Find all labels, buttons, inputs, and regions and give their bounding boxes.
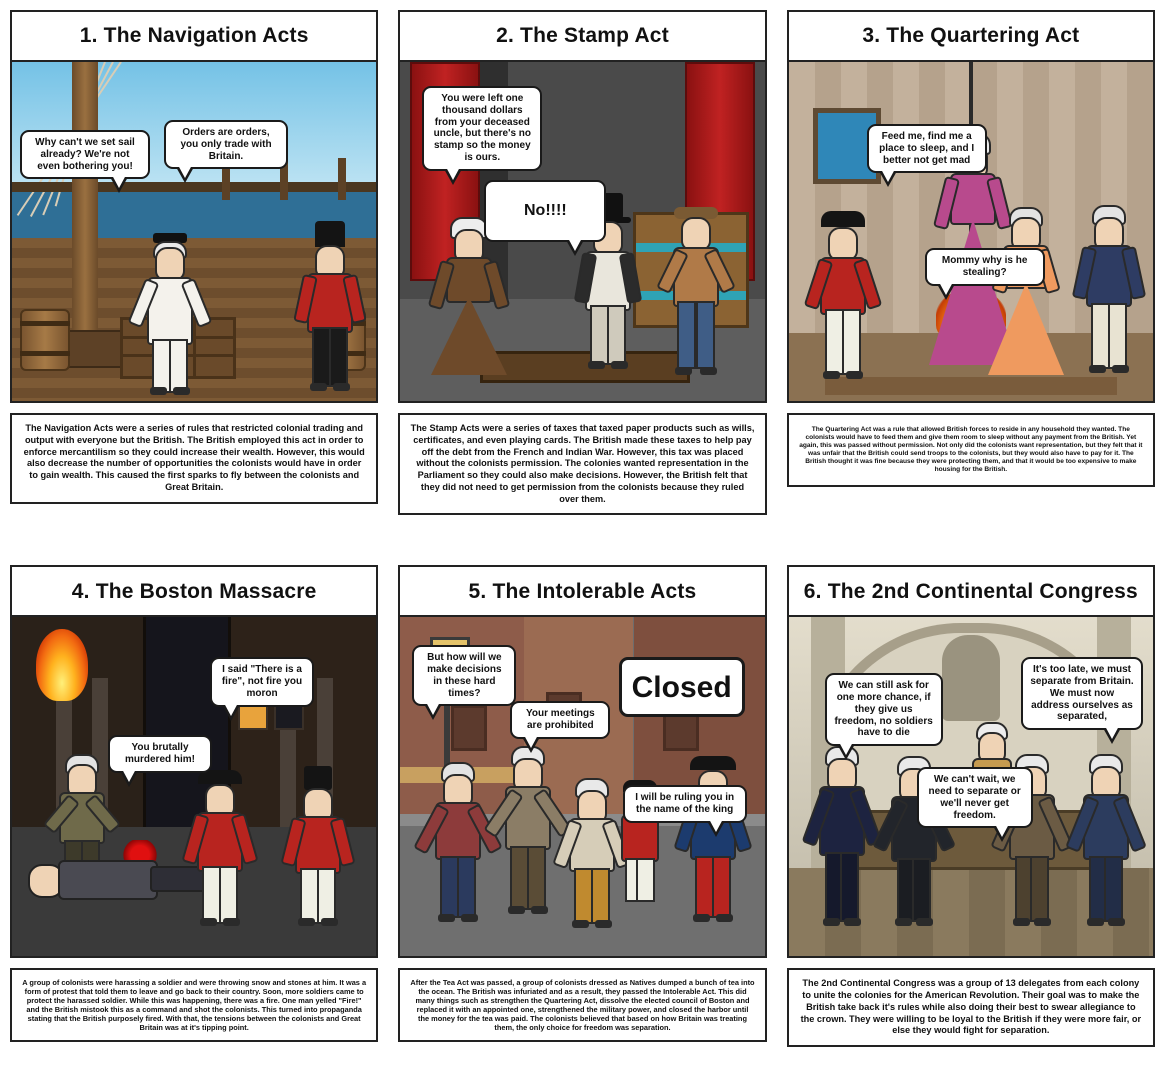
figure-british-soldier: [290, 215, 370, 401]
panel-4-description: A group of colonists were harassing a soldier and were throwing snow and stones at him. It was a form of protest that told them to leave and go back to their country. Soon, more soldiers came to protect the harassed soldier. While this was happening, there was a fire. One man yelled "Fire!" and the British mistook this as a command and shot the colonists. This turned into propaganda stating that the British purposely fired. With that, the tensions between the colonists and Great Britain was at it's tipping point.: [22, 978, 367, 1033]
panel-2-description: The Stamp Acts were a series of taxes that taxed paper products such as wills, certificates, and even playing cards. The British made these taxes to help pay off the debt from the French and Indian War. However, this tax was placed without the colonists permission. The colonies wanted representation in the Parliament so they could also make decisions. However, the British felt that they did not need to get permission from the colonists because they ruled over them.: [410, 423, 755, 504]
panel-4-title: 4. The Boston Massacre: [71, 579, 317, 603]
long-skirt: [988, 283, 1064, 375]
bubble-closed-sign: Closed: [619, 657, 745, 717]
fire-flame: [36, 629, 88, 701]
figure-child-girl: [983, 203, 1069, 391]
panel-5-description: After the Tea Act was passed, a group of colonists dressed as Natives dumped a bunch of tea into the ocean. The British was infuriated and as a result, they passed the Intolerable Act. This did many things such as strengthen the Quartering Act, dissolve the elected council of Boston and replaced it with an appointed one, strengthened the military power, and closed the harbor until the money for the tea was paid. The colonists believed that based on how Britain was treating them, the only choice for freedom was separation.: [410, 978, 755, 1033]
bubble-soldier-orders: Orders are orders, you only trade with Britain.: [164, 120, 288, 169]
bubble-colonist-sail: Why can't we set sail already? We're not even bothering you!: [20, 130, 150, 179]
panel-3-description-box: [787, 413, 1155, 487]
panel-4-scene: [10, 617, 378, 958]
panel-6: [777, 555, 1165, 1087]
panel-1-title-box: [10, 10, 378, 62]
panel-5-description-box: [398, 968, 766, 1042]
rail-post: [338, 158, 346, 200]
figure-delegate-right: [1067, 748, 1145, 948]
panel-6-title-box: [787, 565, 1155, 617]
panel-5-title-box: [398, 565, 766, 617]
figure-delegate-left: [803, 742, 881, 948]
panel-1: [0, 0, 388, 555]
panel-2-scene: [398, 62, 766, 403]
panel-3-description: The Quartering Act was a rule that allowed British forces to reside in any household they wanted. The colonists would have to feed them and give them room to sleep without any payment from the British. Yet again, this was passed without permission. Not only did the colonists want representation, but they felt that it was unfair that the British could send troops to the colonists, but they would also have to pay for it. The British thought it was fine because they were protecting them, and that it would be too expensive to make housing for the British.: [799, 426, 1143, 473]
bubble-meetings-prohibited: Your meetings are prohibited: [510, 701, 610, 739]
panel-2-title-box: [398, 10, 766, 62]
panel-1-description: The Navigation Acts were a series of rules that restricted colonial trading and output with everyone but the British. The British employed this act in order to enforce mercantilism so they could increase their wealth. However, this would also decrease the number of opportunities the colonists would have in order to gain wealth. This caused the first sparks to fly between the colonists and Great Britain.: [23, 423, 365, 492]
panel-1-scene: [10, 62, 378, 403]
ship-rail: [12, 182, 376, 192]
panel-4-title-box: [10, 565, 378, 617]
bubble-colonist-no: No!!!!: [484, 180, 606, 242]
figure-colonist-left: [418, 756, 498, 946]
figure-soldier-center: [180, 762, 260, 944]
panel-6-description-box: [787, 968, 1155, 1047]
panel-1-title: 1. The Navigation Acts: [79, 24, 309, 48]
bubble-soldier-demands: Feed me, find me a place to sleep, and I better not get mad: [867, 124, 987, 173]
panel-3-title-box: [787, 10, 1155, 62]
bubble-cant-wait: We can't wait, we need to separate or we'll never get freedom.: [917, 767, 1033, 828]
panel-6-scene: [787, 617, 1155, 958]
figure-quartered-soldier: [803, 201, 883, 391]
bubble-soldier-fire: I said "There is a fire", not fire you moron: [210, 657, 314, 706]
panel-5-title: 5. The Intolerable Acts: [468, 579, 697, 603]
figure-angry-colonist: [653, 197, 739, 387]
panel-6-description: The 2nd Continental Congress was a group of 13 delegates from each colony to unite the colonies for the American Revolution. Their goal was to make the British take back it's rules while also doing their best to swear allegiance to the crown. They were willing to be loyal to the British if they were more fair, or else they would fight for separation.: [800, 978, 1142, 1036]
figure-father: [1069, 199, 1149, 391]
figure-royal-governor: [671, 750, 755, 946]
long-skirt: [431, 297, 507, 375]
figure-soldier-right: [278, 762, 358, 944]
statue: [942, 635, 1000, 721]
panel-5-scene: [398, 617, 766, 958]
bubble-ask-once-more: We can still ask for one more chance, if they give us freedom, no soldiers have to die: [825, 673, 943, 746]
panel-3-scene: [787, 62, 1155, 403]
bubble-too-late: It's too late, we must separate from Britain. We must now address ourselves as separated,: [1021, 657, 1143, 730]
panel-4: [0, 555, 388, 1087]
bubble-child-mommy: Mommy why is he stealing?: [925, 248, 1045, 286]
panel-2-title: 2. The Stamp Act: [496, 24, 669, 48]
ship-mast: [72, 62, 98, 362]
panel-2: [388, 0, 776, 555]
bubble-colonist-murdered: You brutally murdered him!: [108, 735, 212, 773]
window: [451, 705, 487, 751]
figure-colonist-sailor: [130, 221, 210, 401]
bubble-tax-collector: You were left one thousand dollars from your deceased uncle, but there's no stamp so the money is ours.: [422, 86, 542, 171]
panel-6-title: 6. The 2nd Continental Congress: [803, 579, 1138, 603]
panel-4-description-box: [10, 968, 378, 1042]
panel-2-description-box: [398, 413, 766, 515]
bubble-ruling-king: I will be ruling you in the name of the king: [623, 785, 747, 823]
panel-3: [777, 0, 1165, 555]
panel-3-title: 3. The Quartering Act: [862, 24, 1080, 48]
panel-5: [388, 555, 776, 1087]
panel-1-description-box: [10, 413, 378, 504]
bubble-colonist-decisions: But how will we make decisions in these hard times?: [412, 645, 516, 706]
